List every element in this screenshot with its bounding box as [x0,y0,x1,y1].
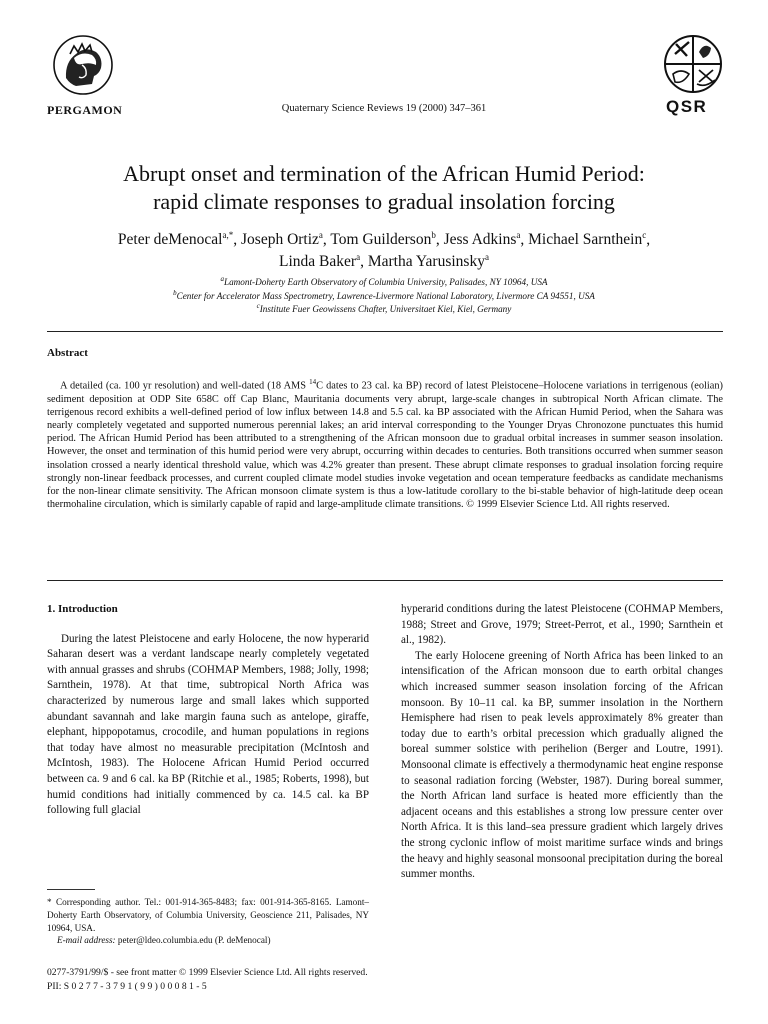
footnote-email: E-mail address: peter@ldeo.columbia.edu (P. deMenocal) [57,935,271,946]
author-line [40,251,728,273]
author-affiliation-mark: c [642,229,647,240]
qsr-emblem-icon [663,34,723,94]
author-line: Peter deMenocal$^{a,*}$, Joseph Ortiz$^a$, Tom Guilderson$^b$, Jess Adkins$^a$, Michael Sarnthein$^c$, [117,229,651,248]
divider [47,580,723,581]
affiliation-line: $^a$Lamont-Doherty Earth Observatory of Columbia University, Palisades, NY 10964, USA [220,274,548,287]
author-affiliation-mark: b [431,229,436,240]
page-header [0,0,768,130]
pii-line: PII: S 0 2 7 7 - 3 7 9 1 ( 9 9 ) 0 0 0 8 1 - 5 [47,980,207,992]
right-column [401,602,723,883]
author-affiliation-mark: a [484,251,489,262]
body-paragraph: During the latest Pleistocene and early Holocene, the now hyperarid Saharan desert was a verdant landscape nearly completely vegetated with annual grasses and shrubs (COHMAP Members, 1988; Jolly, 1998; Sarnthein, 1978). At that time, subtropical North Africa was characterized by numerous large and small lakes which supported abundant savannah and lake margin fauna such as antelope, giraffe, elephant, hippopotamus, crocodile, and human populations in regions that today have almost no measurable precipitation (McIntosh and McIntosh, 1983). The Holocene African Humid Period occurred between ca. 9 and 6 cal. ka BP (Ritchie et al., 1985; Roberts, 1998), but humid conditions had initially commenced by ca. 14.5 cal. ka BP following full glacial [47,632,369,817]
abstract-heading: Abstract [47,347,88,359]
paper-title [40,160,728,216]
author-name: , Michael Sarnthein [520,231,643,248]
copyright-block [47,966,368,993]
author-affiliation-mark: a,* [222,229,234,240]
affiliation-line: $^c$Institute Fuer Geowissens Chafter, Universitaet Kiel, Kiel, Germany [256,301,512,314]
left-column [47,602,369,819]
journal-logo-text: QSR [666,97,708,116]
journal-citation: Quaternary Science Reviews 19 (2000) 347–361 [281,103,487,114]
footnote [47,896,369,947]
section-heading: 1. Introduction [47,603,118,615]
affiliation-line: $^b$Center for Accelerator Mass Spectrometry, Lawrence-Livermore National Laboratory, Livermore CA 94551, USA [173,288,595,301]
author-affiliation-mark: a [318,229,323,240]
author-list [40,229,728,273]
title-line: rapid climate responses to gradual insolation forcing [153,189,615,214]
divider [47,331,723,332]
author-name: Peter deMenocal [117,231,223,248]
publisher-name: PERGAMON [47,103,123,117]
affiliations [40,276,728,317]
body-paragraph: hyperarid conditions during the latest Pleistocene (COHMAP Members, 1988; Street and Grove, 1979; Street-Perrot, et al., 1990; Sarnthein et al., 1982). [401,603,723,647]
author-name: , Jess Adkins [435,231,517,248]
author-name: Linda Baker [279,253,357,270]
author-affiliation-mark: a [356,251,361,262]
author-name: , Tom Guilderson [322,231,432,248]
body-paragraph: The early Holocene greening of North Africa has been linked to an intensification of the African monsoon due to earth orbital changes which increased summer season insolation forcing of the African monsoon. By 10–11 cal. ka BP, summer insolation in the Northern Hemisphere had risen to peak levels approximately 8% greater than today due to earth’s orbital precession which gradually aligned the boreal summer solstice with perihelion (Berger and Loutre, 1991). Monsoonal climate is effectively a thermodynamic heat engine response to seasonal radiation forcing (Webster, 1987). During boreal summer, the North African land surface is heated more efficiently than the adjacent oceans and this establishes a strong low pressure center over North Africa. It is this land–sea pressure gradient which largely drives the strong cyclonic inflow of moist maritime surface winds and brings the heavy and highly seasonal monsoonal precipitation during the boreal summer months. [401,649,723,881]
author-name: , Martha Yarusinsky [360,253,485,270]
author-name: , Joseph Ortiz [233,231,319,248]
footnote-divider [47,889,95,890]
pergamon-logo-icon [52,34,114,96]
author-affiliation-mark: a [516,229,521,240]
footnote-corresponding: * Corresponding author. Tel.: 001-914-365-8483; fax: 001-914-365-8165. Lamont–Doherty Earth Observatory, of Columbia University, Geoscience 211, Palisades, NY 10964, USA. [47,897,369,933]
title-line: Abrupt onset and termination of the African Humid Period: [123,161,645,186]
copyright-line: 0277-3791/99/$ - see front matter © 1999 Elsevier Science Ltd. All rights reserved. [47,967,368,978]
abstract-body: A detailed (ca. 100 yr resolution) and well-dated (18 AMS $^{14}$C dates to 23 cal. ka BP) record of latest Pleistocene–Holocene variations in terrigenous (eolian) sediment deposition at ODP Site 658C off Cap Blanc, Mauritania documents very abrupt, large-scale changes in subtropical North African climate. The terrigenous record exhibits a well-defined period of low influx between 14.8 and 5.5 cal. ka BP associated with the African Humid Period, when the Sahara was nearly completely vegetated and supported numerous perennial lakes; an arid interval corresponding to the Younger Dryas Chronozone punctuates this humid period. The African Humid Period has been attributed to a strengthening of the African monsoon due to gradual orbital increases in summer season insolation. However, the onset and termination of this humid period were very abrupt, occurring within decades to centuries. Both transitions occurred when summer season insolation crossed a nearly identical threshold value, which was 4.2% greater than present. These abrupt climate responses to gradual insolation forcing require strongly non-linear feedback processes, and current coupled climate model studies invoke vegetation and ocean temperature feedbacks as candidate mechanisms for the non-linear climate sensitivity. The African monsoon climate system is thus a low-latitude corollary to the bi-stable behavior of high-latitude deep ocean thermohaline circulation, which is similarly capable of rapid and large-amplitude climate transitions. © 1999 Elsevier Science Ltd. All rights reserved. [47,378,723,511]
